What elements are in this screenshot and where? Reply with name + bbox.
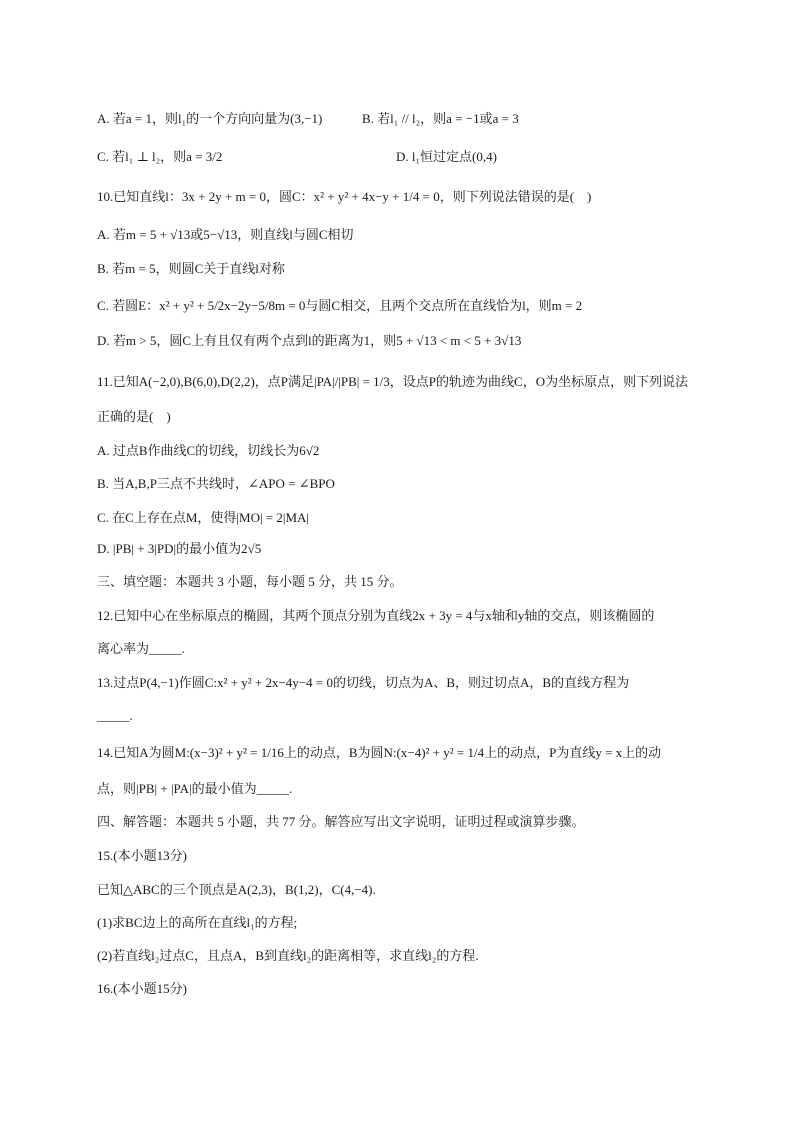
q15-header: 15.(本小题13分) [97,848,187,863]
q10-option-b: B. 若m = 5，则圆C关于直线l对称 [97,261,285,276]
q11-option-c: C. 在C上存在点M，使得|MO| = 2|MA| [97,510,310,525]
q9-option-b: B. 若l₁ // l₂，则a = −1或a = 3 [362,111,519,126]
q11-stem-cont: 正确的是( ) [97,409,171,424]
q12-stem: 12.已知中心在坐标原点的椭圆，其两个顶点分别为直线2x + 3y = 4与x轴和y轴的交点，则该椭圆的 [97,608,655,623]
q11-option-a: A. 过点B作曲线C的切线，切线长为6√2 [97,443,320,458]
q16-header: 16.(本小题15分) [97,981,187,996]
q14-stem: 14.已知A为圆M:(x−3)² + y² = 1/16上的动点，B为圆N:(x−4)² + y² = 1/4上的动点，P为直线y = x上的动 [97,745,662,760]
q13-stem-cont: _____. [97,708,133,723]
q11-stem: 11.已知A(−2,0),B(6,0),D(2,2)，点P满足|PA|/|PB| = 1/3，设点P的轨迹为曲线C，O为坐标原点，则下列说法 [97,374,689,389]
q12-stem-cont: 离心率为_____. [97,641,185,656]
q15-part-2: (2)若直线l₂过点C，且点A，B到直线l₂的距离相等，求直线l₂的方程. [97,948,479,963]
section-4-heading: 四、解答题：本题共 5 小题，共 77 分。解答应写出文字说明，证明过程或演算步骤。 [97,814,585,829]
q10-option-a: A. 若m = 5 + √13或5−√13，则直线l与圆C相切 [97,227,354,242]
q11-option-b: B. 当A,B,P三点不共线时，∠APO = ∠BPO [97,476,335,491]
section-3-heading: 三、填空题：本题共 3 小题，每小题 5 分，共 15 分。 [97,574,403,589]
q9-option-c: C. 若l₁ ⊥ l₂，则a = 3/2 [97,149,223,164]
q15-part-1: (1)求BC边上的高所在直线l₁的方程; [97,915,298,930]
q10-option-c: C. 若圆E：x² + y² + 5/2x−2y−5/8m = 0与圆C相交，且两个交点所在直线恰为l，则m = 2 [97,298,583,313]
q14-stem-cont: 点，则|PB| + |PA|的最小值为_____. [97,781,293,796]
q15-stem: 已知△ABC的三个顶点是A(2,3)，B(1,2)，C(4,−4). [97,882,376,897]
q10-option-d: D. 若m > 5，圆C上有且仅有两个点到l的距离为1，则5 + √13 < m < 5 + 3√13 [97,333,522,348]
q9-option-a: A. 若a = 1，则l₁的一个方向向量为(3,−1) [97,111,323,126]
q10-stem: 10.已知直线l：3x + 2y + m = 0，圆C：x² + y² + 4x−y + 1/4 = 0，则下列说法错误的是( ) [97,189,592,204]
q9-option-d: D. l₁恒过定点(0,4) [396,149,497,164]
q11-option-d: D. |PB| + 3|PD|的最小值为2√5 [97,541,262,556]
q13-stem: 13.过点P(4,−1)作圆C:x² + y² + 2x−4y−4 = 0的切线，切点为A、B，则过切点A，B的直线方程为 [97,675,630,690]
